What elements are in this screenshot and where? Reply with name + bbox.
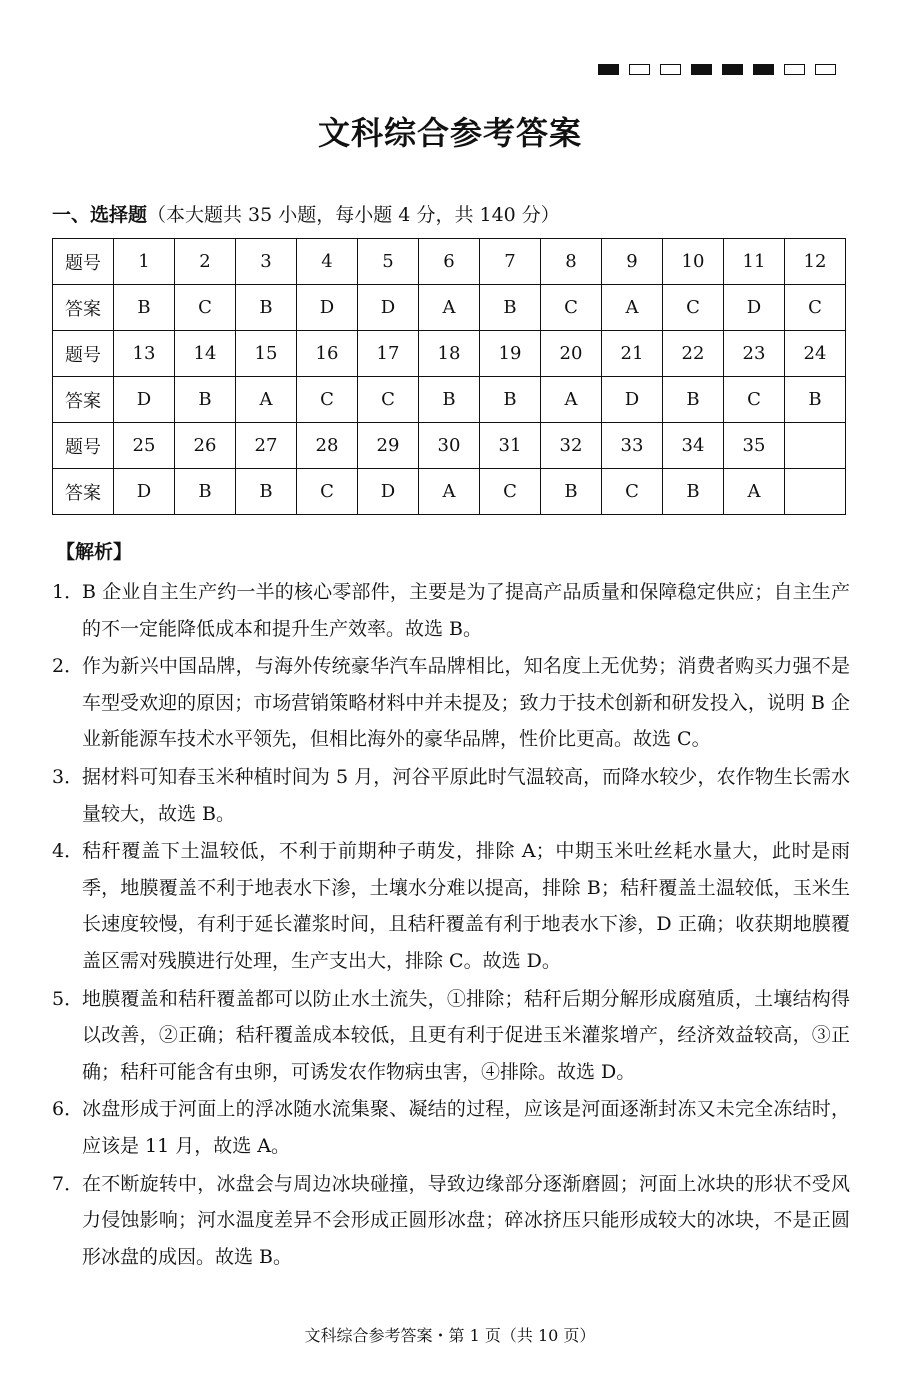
analysis-item-number: 1． [52, 581, 84, 603]
answer-cell: C [297, 469, 358, 515]
question-number-cell: 12 [785, 239, 846, 285]
answer-cell: B [175, 469, 236, 515]
section-title: 一、选择题 [52, 204, 148, 226]
analysis-item [52, 833, 850, 979]
question-number-cell: 35 [724, 423, 785, 469]
analysis-item [52, 981, 850, 1091]
row-label: 答案 [53, 285, 114, 331]
analysis-item-text: 冰盘形成于河面上的浮冰随水流集聚、凝结的过程，应该是河面逐渐封冻又未完全冻结时，应该是 11 月，故选 A。 [82, 1098, 850, 1157]
question-number-cell: 4 [297, 239, 358, 285]
analysis-list [52, 574, 850, 1276]
answer-cell: C [785, 285, 846, 331]
analysis-item-number: 3． [52, 765, 84, 788]
analysis-item-number: 7． [52, 1172, 84, 1195]
answer-cell: D [297, 285, 358, 331]
question-number-cell: 31 [480, 423, 541, 469]
answer-table [52, 238, 846, 515]
row-label: 题号 [53, 239, 114, 285]
question-number-cell: 19 [480, 331, 541, 377]
question-number-cell: 14 [175, 331, 236, 377]
answer-cell: C [541, 285, 602, 331]
answer-cell: D [114, 377, 175, 423]
answer-cell: B [480, 377, 541, 423]
answer-cell: A [236, 377, 297, 423]
question-number-cell: 6 [419, 239, 480, 285]
question-number-cell: 1 [114, 239, 175, 285]
answer-row [53, 469, 846, 515]
answer-cell: C [602, 469, 663, 515]
row-label: 题号 [53, 423, 114, 469]
row-label: 题号 [53, 331, 114, 377]
analysis-item-text: 据材料可知春玉米种植时间为 5 月，河谷平原此时气温较高，而降水较少，农作物生长需水量较大，故选 B。 [82, 765, 850, 825]
answer-cell: A [602, 285, 663, 331]
question-number-cell [785, 423, 846, 469]
question-number-cell: 34 [663, 423, 724, 469]
answer-cell: A [541, 377, 602, 423]
question-number-cell: 13 [114, 331, 175, 377]
answer-cell: C [480, 469, 541, 515]
section-note: （本大题共 35 小题，每小题 4 分，共 140 分） [147, 204, 560, 226]
page-code-mark [753, 64, 774, 75]
answer-cell: B [663, 469, 724, 515]
page-code-mark [598, 64, 619, 75]
answer-cell: D [358, 469, 419, 515]
question-number-cell: 24 [785, 331, 846, 377]
analysis-item [52, 759, 850, 832]
analysis-item [52, 1166, 850, 1276]
row-label: 答案 [53, 469, 114, 515]
analysis-item-text: 秸秆覆盖下土温较低，不利于前期种子萌发，排除 A；中期玉米吐丝耗水量大，此时是雨季，地膜覆盖不利于地表水下渗，土壤水分难以提高，排除 B；秸秆覆盖土温较低，玉米生长速度较慢，有利于延长灌浆时间，且秸秆覆盖有利于地表水下渗，D 正确；收获期地膜覆盖区需对残膜进行处理，生产支出大，排除 C。故选 D。 [82, 840, 850, 972]
analysis-item-text: 地膜覆盖和秸秆覆盖都可以防止水土流失，①排除；秸秆后期分解形成腐殖质，土壤结构得以改善，②正确；秸秆覆盖成本较低，且更有利于促进玉米灌浆增产，经济效益较高，③正确；秸秆可能含有虫卵，可诱发农作物病虫害，④排除。故选 D。 [82, 987, 850, 1083]
question-number-cell: 27 [236, 423, 297, 469]
analysis-heading: 【解析】 [56, 541, 133, 563]
page-code-mark [660, 64, 681, 75]
analysis-item [52, 574, 850, 647]
question-number-cell: 25 [114, 423, 175, 469]
question-number-cell: 29 [358, 423, 419, 469]
answer-cell: C [297, 377, 358, 423]
question-number-cell: 18 [419, 331, 480, 377]
analysis-item-number: 2． [52, 655, 84, 678]
question-number-cell: 5 [358, 239, 419, 285]
answer-cell: B [663, 377, 724, 423]
question-number-cell: 28 [297, 423, 358, 469]
analysis-item-text: 在不断旋转中，冰盘会与周边冰块碰撞，导致边缘部分逐渐磨圆；河面上冰块的形状不受风力侵蚀影响；河水温度差异不会形成正圆形冰盘；碎冰挤压只能形成较大的冰块，不是正圆形冰盘的成因。故选 B。 [82, 1172, 850, 1268]
analysis-item [52, 1091, 850, 1164]
answer-cell: D [724, 285, 785, 331]
question-number-cell: 11 [724, 239, 785, 285]
answer-cell: A [419, 285, 480, 331]
question-number-cell: 30 [419, 423, 480, 469]
analysis-item-text: B 企业自主生产约一半的核心零部件，主要是为了提高产品质量和保障稳定供应；自主生产的不一定能降低成本和提升生产效率。故选 B。 [82, 581, 850, 640]
analysis-item-number: 5． [52, 987, 84, 1010]
question-number-cell: 33 [602, 423, 663, 469]
question-number-cell: 17 [358, 331, 419, 377]
question-number-row [53, 331, 846, 377]
page-code-mark [691, 64, 712, 75]
page-code-mark [722, 64, 743, 75]
section-heading [52, 200, 560, 227]
analysis-item-text: 作为新兴中国品牌，与海外传统豪华汽车品牌相比，知名度上无优势；消费者购买力强不是车型受欢迎的原因；市场营销策略材料中并未提及；致力于技术创新和研发投入，说明 B 企业新能源车技术水平领先，但相比海外的豪华品牌，性价比更高。故选 C。 [82, 655, 850, 751]
answer-cell: B [419, 377, 480, 423]
question-number-cell: 9 [602, 239, 663, 285]
answer-cell: A [419, 469, 480, 515]
question-number-cell: 7 [480, 239, 541, 285]
question-number-cell: 3 [236, 239, 297, 285]
answer-cell: B [114, 285, 175, 331]
answer-cell: B [480, 285, 541, 331]
page-code-mark [629, 64, 650, 75]
question-number-cell: 15 [236, 331, 297, 377]
question-number-row [53, 239, 846, 285]
page-code-mark [815, 64, 836, 75]
question-number-cell: 2 [175, 239, 236, 285]
page-title: 文科综合参考答案 [317, 114, 582, 152]
answer-cell: D [358, 285, 419, 331]
answer-cell: B [236, 469, 297, 515]
page-code-marks [598, 64, 836, 75]
row-label: 答案 [53, 377, 114, 423]
question-number-cell: 26 [175, 423, 236, 469]
page-footer: 文科综合参考答案・第 1 页（共 10 页） [304, 1326, 596, 1345]
answer-cell: B [175, 377, 236, 423]
analysis-item-number: 4． [52, 840, 84, 863]
answer-row [53, 377, 846, 423]
answer-cell: B [236, 285, 297, 331]
answer-cell: A [724, 469, 785, 515]
answer-cell: D [602, 377, 663, 423]
page-code-mark [784, 64, 805, 75]
question-number-cell: 20 [541, 331, 602, 377]
answer-cell: C [663, 285, 724, 331]
question-number-cell: 16 [297, 331, 358, 377]
question-number-cell: 22 [663, 331, 724, 377]
analysis-item [52, 648, 850, 758]
question-number-cell: 32 [541, 423, 602, 469]
question-number-cell: 21 [602, 331, 663, 377]
answer-row [53, 285, 846, 331]
answer-cell: C [175, 285, 236, 331]
answer-cell: C [358, 377, 419, 423]
answer-cell: D [114, 469, 175, 515]
answer-cell: B [785, 377, 846, 423]
answer-cell: B [541, 469, 602, 515]
question-number-cell: 23 [724, 331, 785, 377]
question-number-cell: 10 [663, 239, 724, 285]
analysis-item-number: 6． [52, 1098, 84, 1121]
question-number-row [53, 423, 846, 469]
question-number-cell: 8 [541, 239, 602, 285]
answer-cell [785, 469, 846, 515]
answer-cell: C [724, 377, 785, 423]
